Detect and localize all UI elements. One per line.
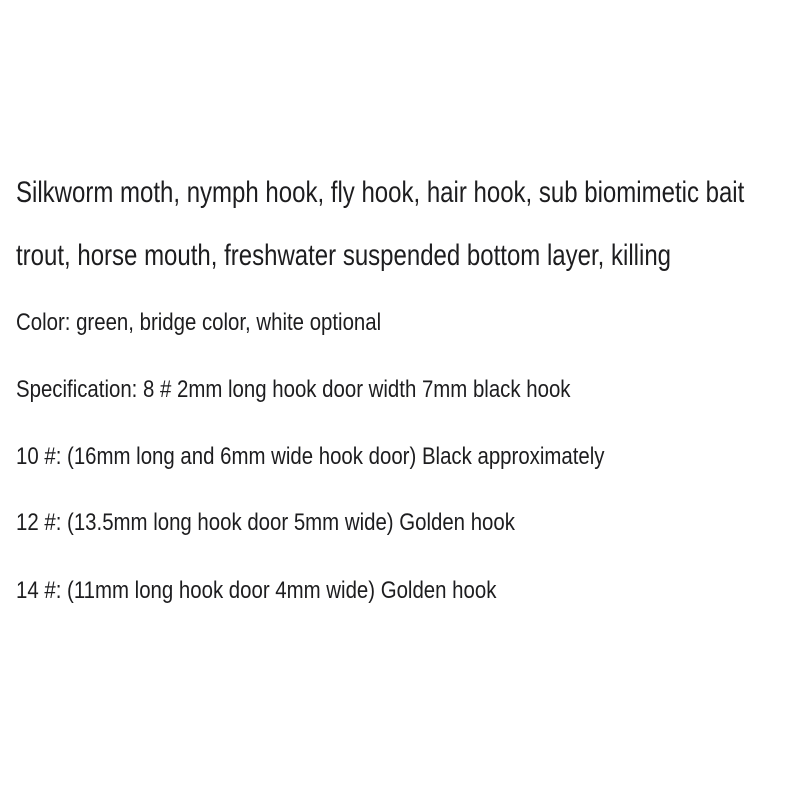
detail-color-options: Color: green, bridge color, white optional [16, 309, 382, 336]
detail-specification-size-10: 10 #: (16mm long and 6mm wide hook door) Black approximately [16, 443, 605, 470]
detail-specification-size-14: 14 #: (11mm long hook door 4mm wide) Golden hook [16, 577, 497, 604]
detail-specification-size-8: Specification: 8 # 2mm long hook door width 7mm black hook [16, 376, 571, 403]
product-title-line-2: trout, horse mouth, freshwater suspended bottom layer, killing [16, 239, 672, 272]
detail-specification-size-12: 12 #: (13.5mm long hook door 5mm wide) Golden hook [16, 509, 515, 536]
product-title-line-1: Silkworm moth, nymph hook, fly hook, hair hook, sub biomimetic bait [16, 176, 745, 209]
